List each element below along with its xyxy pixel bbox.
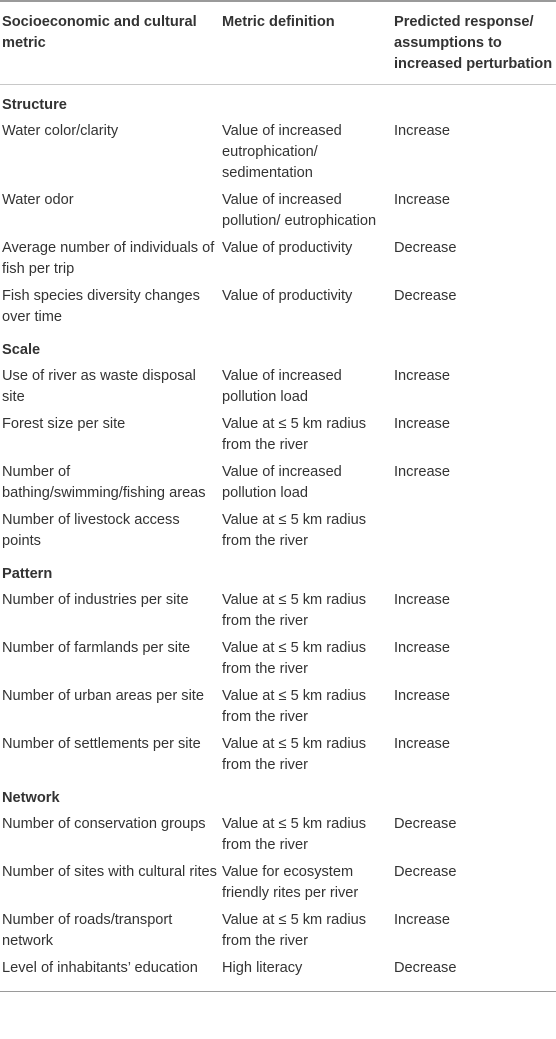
definition-cell: Value at ≤ 5 km radius from the river: [222, 912, 367, 949]
metric-cell: Number of industries per site: [2, 592, 189, 608]
table-row: [0, 235, 556, 283]
definition-cell: Value at ≤ 5 km radius from the river: [222, 688, 367, 725]
definition-cell: Value of increased pollution load: [222, 368, 342, 405]
response-cell: Decrease: [394, 288, 457, 304]
table-row: [0, 118, 556, 187]
table-row: [0, 683, 556, 731]
header-metric: Socioeconomic and cultural metric: [0, 1, 220, 85]
definition-cell: High literacy: [222, 960, 303, 976]
table-row: [0, 731, 556, 779]
definition-cell: Value at ≤ 5 km radius from the river: [222, 592, 367, 629]
response-cell: Decrease: [394, 864, 457, 880]
definition-cell: Value at ≤ 5 km radius from the river: [222, 736, 367, 773]
table-row: [0, 459, 556, 507]
table-row: [0, 363, 556, 411]
table-row: [0, 411, 556, 459]
response-cell: Decrease: [394, 240, 457, 256]
metric-cell: Number of bathing/swimming/fishing areas: [2, 464, 206, 501]
response-cell: [392, 507, 556, 555]
response-cell: Increase: [394, 688, 450, 704]
metric-cell: Use of river as waste disposal site: [2, 368, 196, 405]
table-row: [0, 811, 556, 859]
section-row-pattern: [0, 555, 556, 587]
table-row: [0, 859, 556, 907]
section-title: Pattern: [2, 566, 53, 582]
table-row: [0, 587, 556, 635]
definition-cell: Value of increased pollution load: [222, 464, 342, 501]
response-cell: Increase: [394, 464, 450, 480]
table-row: [0, 283, 556, 331]
section-title: Network: [2, 790, 60, 806]
metric-cell: Water color/clarity: [2, 123, 119, 139]
header-definition: Metric definition: [220, 1, 392, 85]
table-body: [0, 85, 556, 992]
response-cell: Increase: [394, 912, 450, 928]
header-response: Predicted response/ assumptions to increased perturbation: [392, 1, 556, 85]
response-cell: Decrease: [394, 816, 457, 832]
response-cell: Increase: [394, 416, 450, 432]
definition-cell: Value of increased eutrophication/ sedimentation: [222, 123, 342, 181]
definition-cell: Value of productivity: [222, 288, 353, 304]
response-cell: Increase: [394, 192, 450, 208]
metric-cell: Forest size per site: [2, 416, 126, 432]
metric-cell: Number of conservation groups: [2, 816, 206, 832]
definition-cell: Value for ecosystem friendly rites per river: [222, 864, 359, 901]
section-title: Scale: [2, 342, 41, 358]
response-cell: Increase: [394, 640, 450, 656]
metric-cell: Average number of individuals of fish per trip: [2, 240, 215, 277]
table-row: [0, 635, 556, 683]
definition-cell: Value at ≤ 5 km radius from the river: [222, 512, 367, 549]
table-row: [0, 907, 556, 955]
table-row: [0, 507, 556, 555]
section-row-network: [0, 779, 556, 811]
metric-cell: Level of inhabitants’ education: [2, 960, 198, 976]
response-cell: Increase: [394, 592, 450, 608]
definition-cell: Value at ≤ 5 km radius from the river: [222, 640, 367, 677]
metric-cell: Number of livestock access points: [2, 512, 180, 549]
metric-cell: Fish species diversity changes over time: [2, 288, 200, 325]
section-row-scale: [0, 331, 556, 363]
definition-cell: Value of increased pollution/ eutrophication: [222, 192, 377, 229]
section-row-structure: [0, 85, 556, 119]
definition-cell: Value at ≤ 5 km radius from the river: [222, 816, 367, 853]
section-title: Structure: [2, 97, 67, 113]
response-cell: Decrease: [394, 960, 457, 976]
metric-cell: Number of settlements per site: [2, 736, 201, 752]
metric-cell: Number of urban areas per site: [2, 688, 204, 704]
table-row: [0, 187, 556, 235]
metric-cell: Water odor: [2, 192, 74, 208]
table-row: [0, 955, 556, 992]
response-cell: Increase: [394, 736, 450, 752]
metric-cell: Number of farmlands per site: [2, 640, 191, 656]
metric-cell: Number of sites with cultural rites: [2, 864, 217, 880]
metric-cell: Number of roads/transport network: [2, 912, 173, 949]
definition-cell: Value of productivity: [222, 240, 353, 256]
response-cell: Increase: [394, 368, 450, 384]
definition-cell: Value at ≤ 5 km radius from the river: [222, 416, 367, 453]
response-cell: Increase: [394, 123, 450, 139]
table-header-row: [0, 1, 556, 85]
